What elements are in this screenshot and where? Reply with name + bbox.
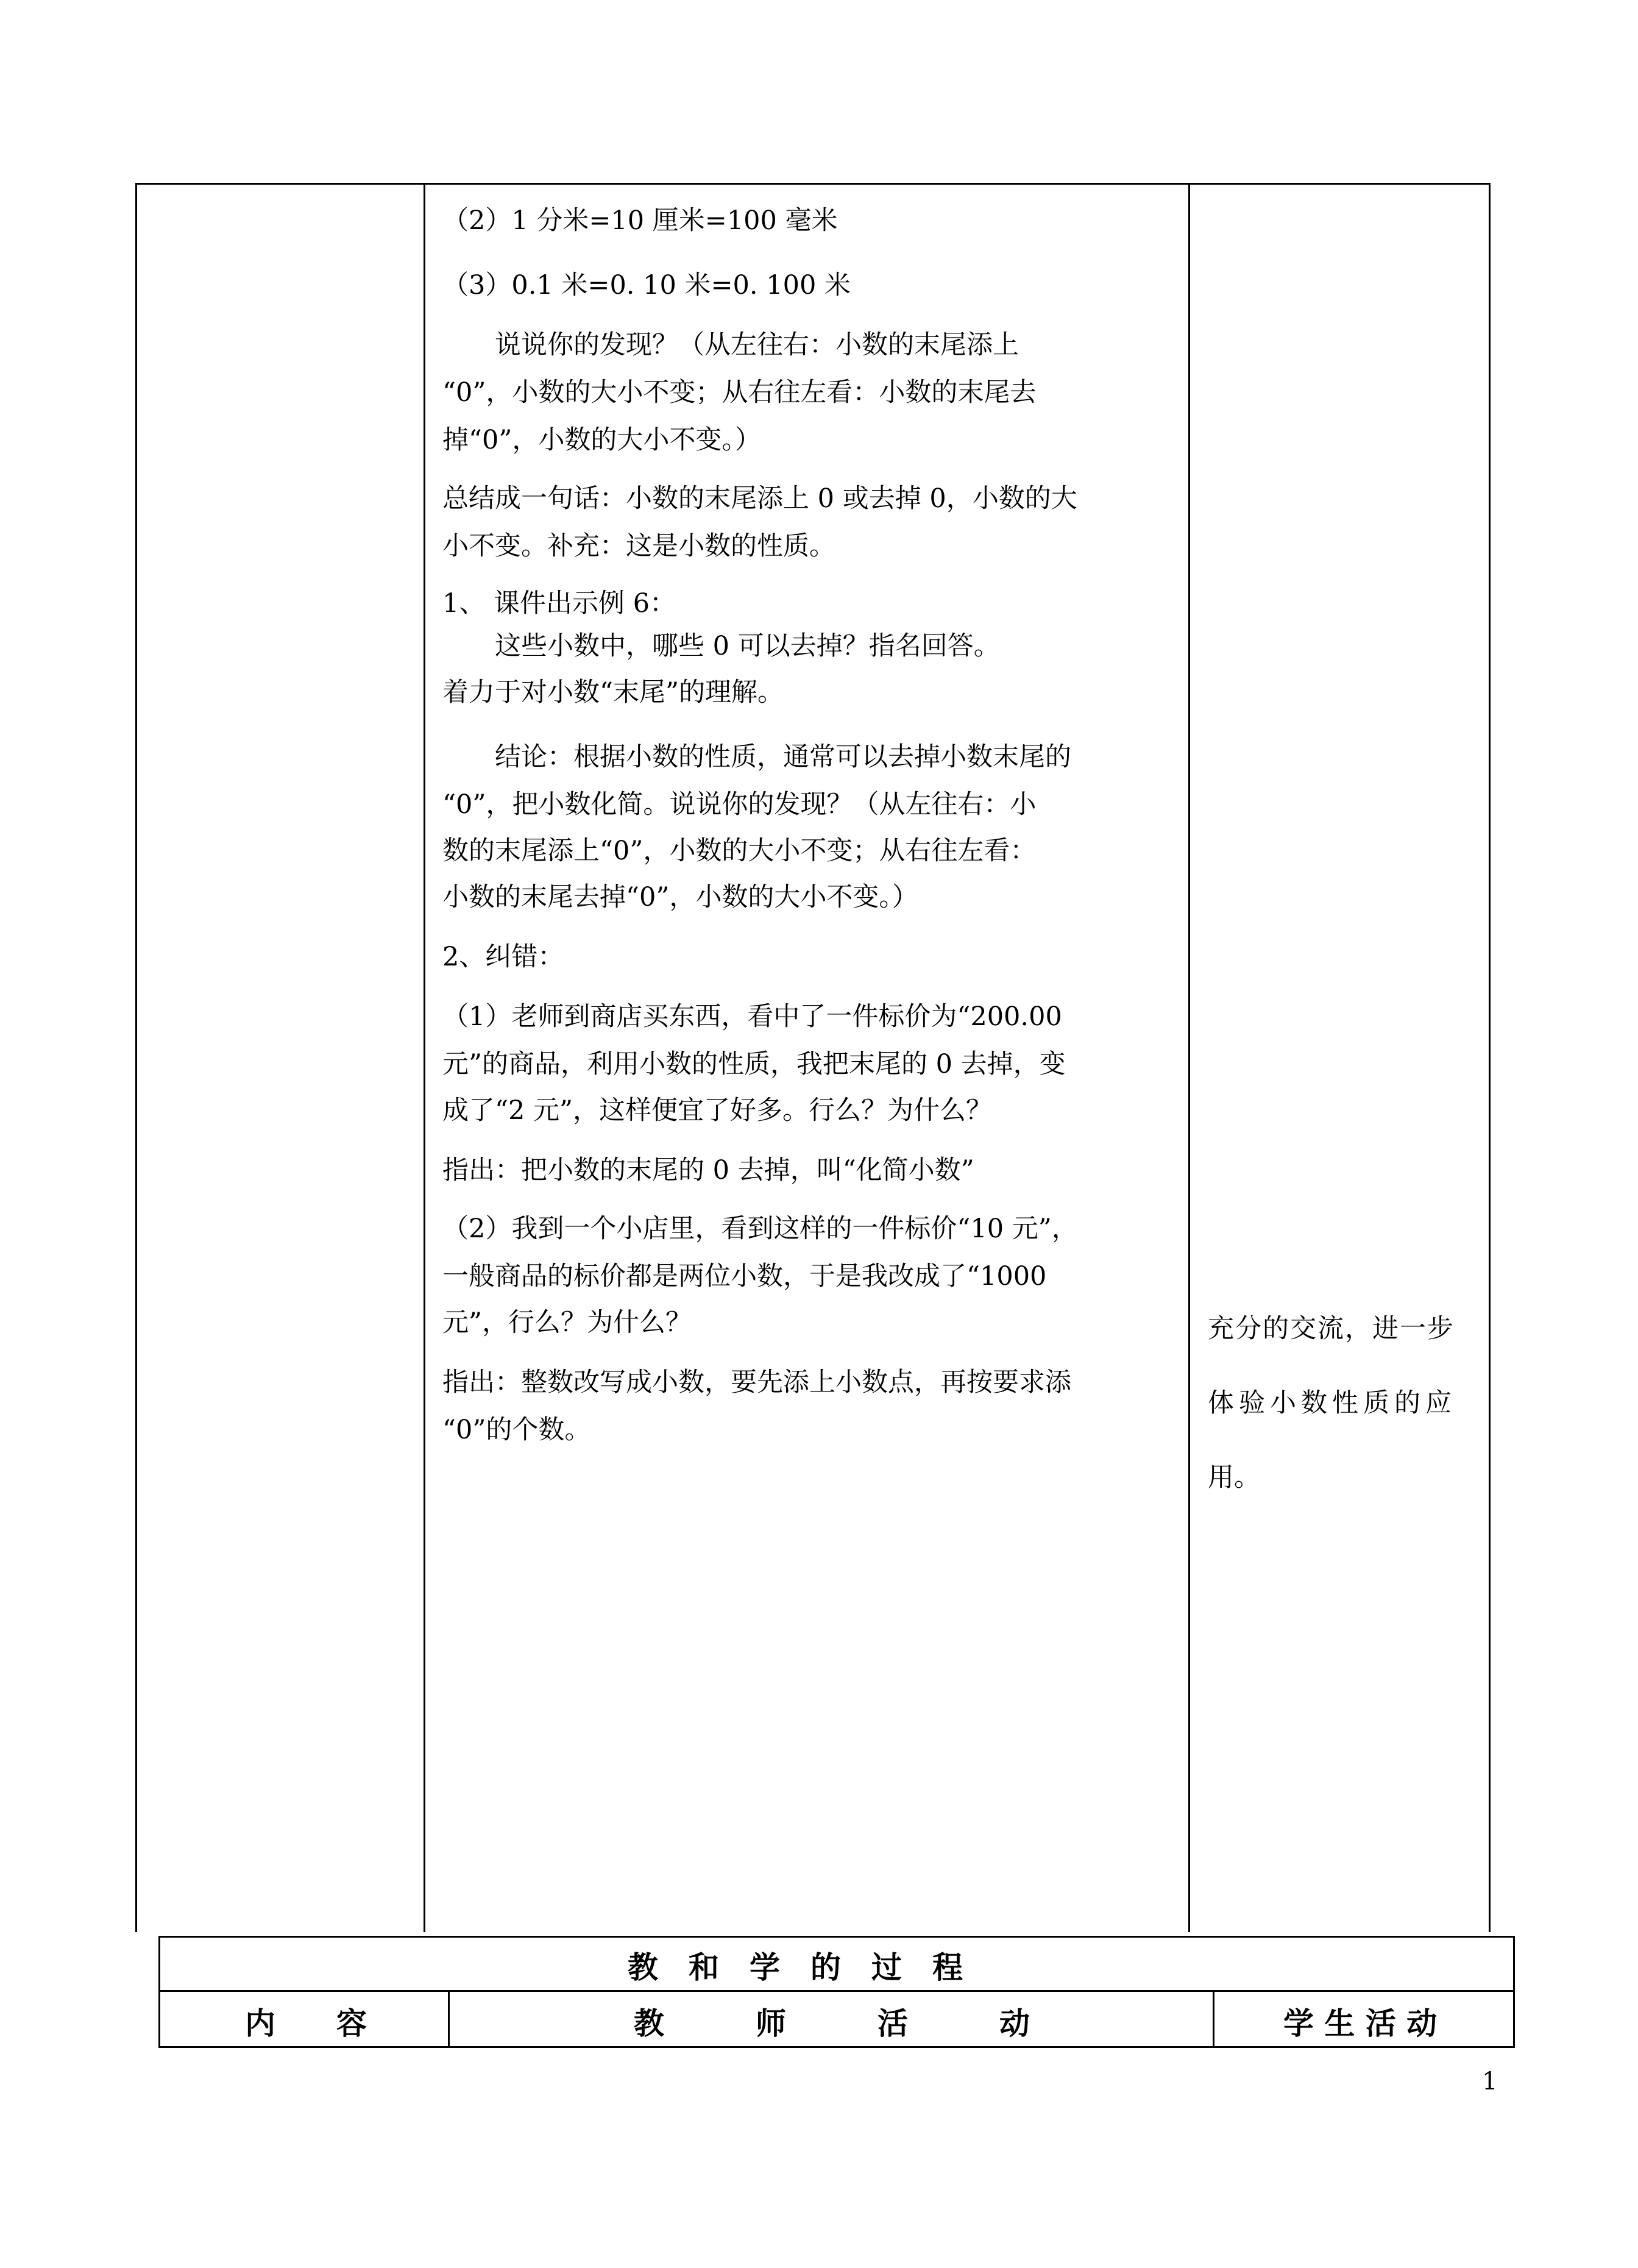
student-note-line: 用。 (1208, 1462, 1260, 1493)
process-title: 教 和 学 的 过 程 (628, 1950, 963, 1985)
footer-col-divider-2 (1213, 1990, 1214, 2048)
content-line: 数的末尾添上“0”，小数的大小不变；从右往左看： (442, 836, 1037, 866)
content-line: 掉“0”，小数的大小不变。） (442, 425, 761, 455)
main-table-divider-1 (424, 183, 425, 1932)
content-line: “0”，小数的大小不变；从右往左看：小数的末尾去 (442, 377, 1037, 408)
column-header-content: 内 容 (245, 2006, 367, 2041)
footer-middle-border (158, 1990, 1515, 1992)
column-header-teacher-activity: 教 师 活 动 (634, 2006, 1030, 2041)
content-line: 着力于对小数“末尾”的理解。 (442, 677, 784, 708)
page-number: 1 (1482, 2067, 1498, 2096)
content-line: 成了“2 元”，这样便宜了好多。行么？为什么？ (442, 1095, 992, 1126)
content-line: 小不变。补充：这是小数的性质。 (442, 531, 835, 561)
column-header-student-activity: 学 生 活 动 (1283, 2006, 1438, 2041)
content-line: “0”，把小数化简。说说你的发现？（从左往右：小 (442, 789, 1037, 820)
main-table-top-border (135, 183, 1491, 185)
content-line: 一般商品的标价都是两位小数，于是我改成了“1000 (442, 1261, 1047, 1292)
content-line: 总结成一句话：小数的末尾添上 0 或去掉 0，小数的大 (442, 483, 1077, 514)
footer-bottom-border (158, 2046, 1515, 2048)
content-line: （1）老师到商店买东西，看中了一件标价为“200.00 (442, 1001, 1062, 1032)
content-line: 小数的末尾去掉“0”，小数的大小不变。） (442, 882, 918, 912)
content-line: （2）1 分米=10 厘米=100 毫米 (442, 205, 838, 236)
footer-top-border (158, 1936, 1515, 1938)
content-line: 2、纠错： (442, 942, 564, 972)
main-table-right-border (1489, 183, 1491, 1932)
content-line: 1、 课件出示例 6： (442, 588, 676, 619)
content-line: 元”，行么？为什么？ (442, 1307, 692, 1338)
content-line: 指出：把小数的末尾的 0 去掉，叫“化简小数” (442, 1155, 974, 1186)
main-table-left-border (135, 183, 137, 1932)
content-line: 说说你的发现？（从左往右：小数的末尾添上 (442, 330, 1019, 360)
student-note-line: 充分的交流，进一步 (1208, 1314, 1455, 1344)
content-line: 这些小数中，哪些 0 可以去掉？指名回答。 (442, 631, 1000, 661)
content-line: （2）我到一个小店里，看到这样的一件标价“10 元”， (442, 1214, 1078, 1244)
footer-left-border (158, 1936, 160, 2048)
content-line: （3）0.1 米=0. 10 米=0. 100 米 (442, 270, 851, 300)
content-line: 指出：整数改写成小数，要先添上小数点，再按要求添 (442, 1367, 1071, 1398)
content-line: 结论：根据小数的性质，通常可以去掉小数末尾的 (442, 742, 1071, 772)
main-table-divider-2 (1188, 183, 1190, 1932)
footer-col-divider-1 (448, 1990, 450, 2048)
student-note-line: 体验小数性质的应 (1208, 1388, 1456, 1418)
content-line: 元”的商品，利用小数的性质，我把末尾的 0 去掉，变 (442, 1049, 1066, 1079)
content-line: “0”的个数。 (442, 1415, 591, 1445)
footer-right-border (1513, 1936, 1515, 2048)
